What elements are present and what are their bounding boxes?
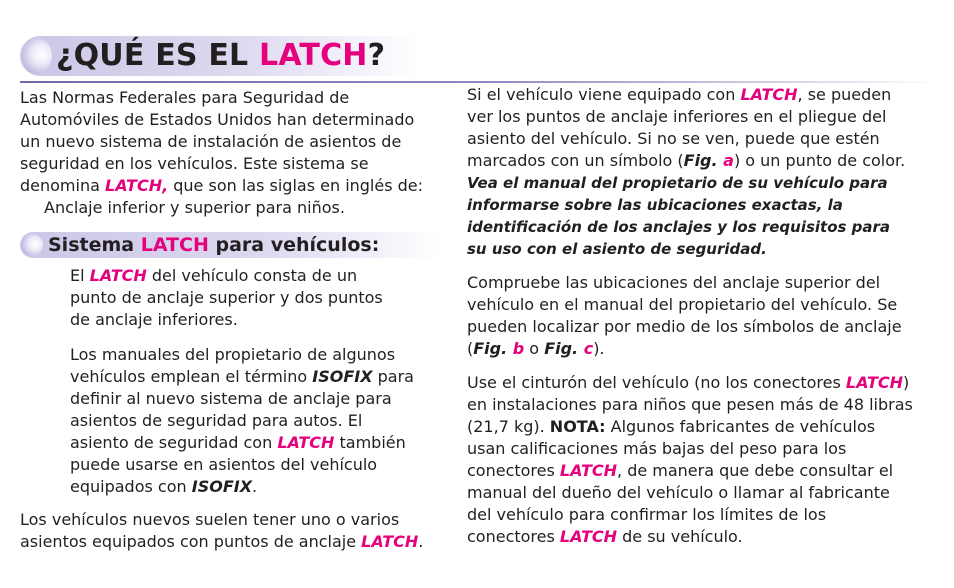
right-paragraph-3: Use el cinturón del vehículo (no los conectores LATCH) en instalaciones para niños que pesen más de 48 libras (21,7 kg). NOTA: Algunos fabricantes de vehículos usan calificaciones más bajas del peso para los conectores LATCH, de manera que debe consultar el manual del dueño del vehículo o llamar al fabricante del vehículo para confirmar los límites de los conectores LATCH de su vehículo. xyxy=(467,373,913,546)
title-underline xyxy=(20,81,940,83)
section-subtitle: Sistema LATCH para vehículos: xyxy=(48,234,380,256)
intro-paragraph: Las Normas Federales para Seguridad de Automóviles de Estados Unidos han determinado un nuevo sistema de instalación de asientos de seguridad en los vehículos. Este sistema se denomina LATCH, que son las siglas en inglés de: Anclaje inferior y superior para niños. xyxy=(20,88,424,217)
title-brand: LATCH xyxy=(259,38,368,73)
page-title: ¿QUÉ ES EL LATCH? xyxy=(56,38,386,73)
left-bottom-paragraph: Los vehículos nuevos suelen tener uno o varios asientos equipados con puntos de anclaje LATCH. xyxy=(20,510,424,551)
title-orb-decoration xyxy=(22,38,52,74)
right-paragraph-2: Compruebe las ubicaciones del anclaje superior del vehículo en el manual del propietario del vehículo. Se pueden localizar por medio de los símbolos de anclaje (Fig. b o Fig. c). xyxy=(467,273,902,358)
system-paragraph-1: El LATCH del vehículo consta de un punto de anclaje superior y dos puntos de anclaje inferiores. xyxy=(70,266,383,329)
system-paragraph-2: Los manuales del propietario de algunos vehículos emplean el término ISOFIX para definir al nuevo sistema de anclaje para asientos de seguridad para autos. El asiento de seguridad con LATCH también puede usarse en asientos del vehículo equipados con ISOFIX. xyxy=(70,345,414,496)
right-paragraph-1: Si el vehículo viene equipado con LATCH, se pueden ver los puntos de anclaje inferiores en el pliegue del asiento del vehículo. Si no se ven, puede que estén marcados con un símbolo (Fig. a) o un punto de color. xyxy=(467,85,906,170)
right-paragraph-1-emphasis: Vea el manual del propietario de su vehículo para informarse sobre las ubicaciones exactas, la identificación de los anclajes y los requisitos para su uso con el asiento de seguridad. xyxy=(467,174,891,258)
subtitle-orb-decoration xyxy=(21,234,43,256)
